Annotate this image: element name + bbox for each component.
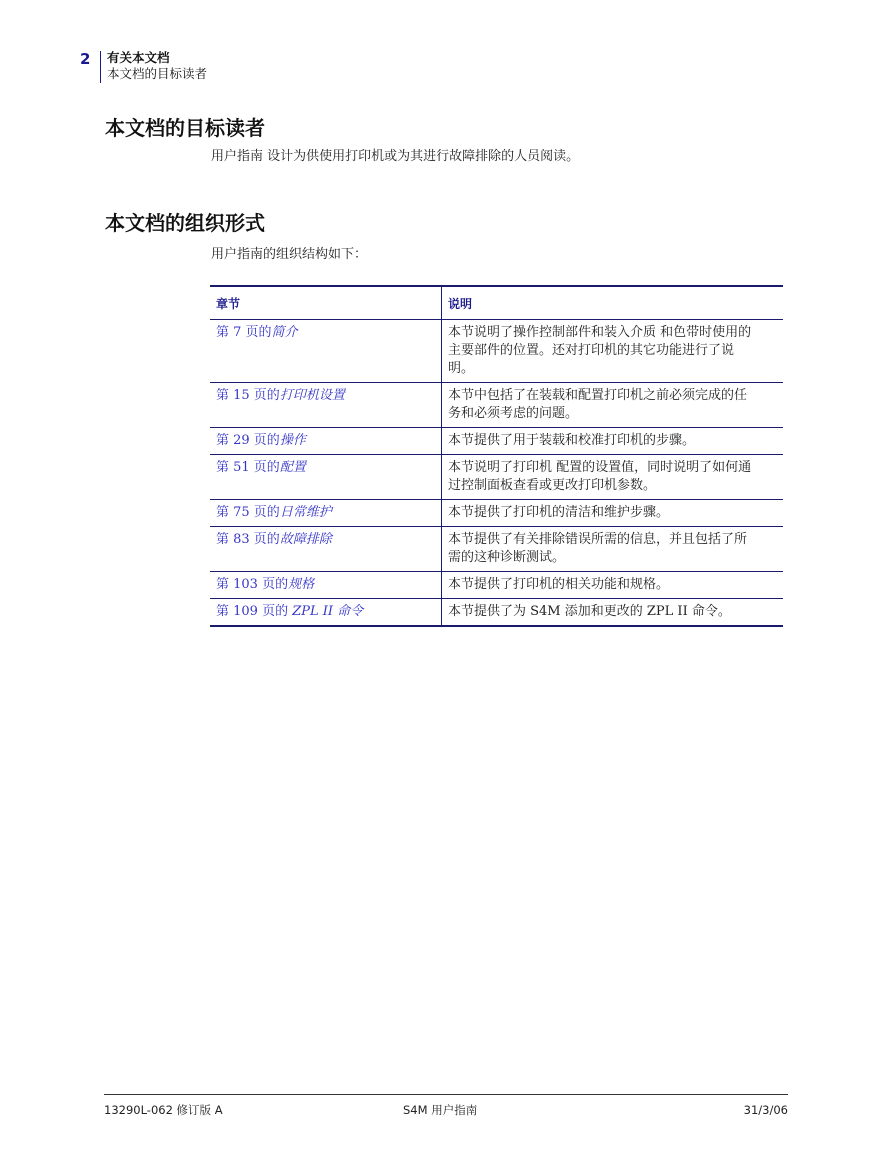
chapter-cell [210, 320, 442, 383]
chapter-link-printer-setup[interactable] [216, 388, 345, 403]
page-ref: 第 103 页的 [216, 577, 289, 592]
chapter-link-zpl-commands[interactable] [216, 604, 363, 619]
section-body-audience: 用户指南 设计为供使用打印机或为其进行故障排除的人员阅读。 [211, 149, 580, 164]
table-row [210, 320, 783, 383]
chapter-link-troubleshooting[interactable] [216, 532, 332, 547]
description-cell: 本节中包括了在装载和配置打印机之前必须完成的任务和必须考虑的问题。 [442, 383, 784, 428]
table-header-row [210, 286, 783, 320]
section-body-organization: 用户指南的组织结构如下： [211, 247, 368, 262]
chapter-link-operation[interactable] [216, 433, 306, 448]
description-cell: 本节说明了打印机 配置的设置值，同时说明了如何通过控制面板查看或更改打印机参数。 [442, 455, 784, 500]
chapter-cell [210, 383, 442, 428]
chapter-title: 规格 [288, 577, 315, 592]
table-row [210, 599, 783, 627]
description-cell: 本节提供了为 S4M 添加和更改的 ZPL II 命令。 [442, 599, 784, 627]
footer-doc-number: 13290L-062 修订版 A [104, 1103, 223, 1117]
description-cell: 本节说明了操作控制部件和装入介质 和色带时使用的主要部件的位置。还对打印机的其它功能进行了说明。 [448, 325, 752, 376]
footer-rule [104, 1094, 788, 1095]
table-row [210, 383, 783, 428]
section-heading-audience: 本文档的目标读者 [105, 116, 265, 140]
header-text [107, 50, 207, 82]
chapter-cell [210, 572, 442, 599]
page-ref: 第 51 页的 [216, 460, 280, 475]
table-row [210, 428, 783, 455]
page-ref: 第 29 页的 [216, 433, 280, 448]
description-cell: 本节提供了打印机的相关功能和规格。 [442, 572, 784, 599]
table-row [210, 572, 783, 599]
footer-manual-title: S4M 用户指南 [403, 1103, 478, 1117]
chapter-title: 简介 [271, 325, 298, 340]
chapter-title: ZPL II 命令 [292, 604, 364, 619]
table-row [210, 500, 783, 527]
chapter-cell [210, 455, 442, 500]
header-chapter-title: 有关本文档 [107, 50, 170, 65]
chapter-cell [210, 500, 442, 527]
description-cell: 本节提供了用于装载和校准打印机的步骤。 [442, 428, 784, 455]
page-ref: 第 83 页的 [216, 532, 280, 547]
description-cell: 本节提供了有关排除错误所需的信息，并且包括了所需的这种诊断测试。 [442, 527, 784, 572]
chapter-link-configuration[interactable] [216, 460, 306, 475]
page-ref: 第 75 页的 [216, 505, 280, 520]
section-heading-organization: 本文档的组织形式 [105, 211, 265, 235]
chapter-cell [210, 428, 442, 455]
header-section-title: 本文档的目标读者 [107, 66, 208, 81]
chapter-table [210, 285, 783, 627]
running-header [80, 50, 207, 83]
chapter-title: 打印机设置 [279, 388, 345, 403]
chapter-link-specifications[interactable] [216, 577, 314, 592]
header-divider [100, 51, 101, 83]
page-number: 2 [80, 50, 91, 68]
chapter-title: 故障排除 [279, 532, 332, 547]
chapter-title: 配置 [279, 460, 306, 475]
description-cell: 本节提供了打印机的清洁和维护步骤。 [442, 500, 784, 527]
column-header-description: 说明 [442, 286, 784, 320]
chapter-title: 操作 [279, 433, 306, 448]
page-ref: 第 109 页的 [216, 604, 289, 619]
chapter-cell [210, 599, 442, 627]
page-ref: 第 15 页的 [216, 388, 280, 403]
footer-date: 31/3/06 [743, 1103, 788, 1117]
table-row [210, 527, 783, 572]
chapter-link-introduction[interactable] [216, 325, 298, 340]
table-row [210, 455, 783, 500]
chapter-title: 日常维护 [279, 505, 332, 520]
chapter-cell [210, 527, 442, 572]
page-ref: 第 7 页的 [216, 325, 272, 340]
chapter-link-routine-maintenance[interactable] [216, 505, 332, 520]
column-header-chapter: 章节 [210, 286, 442, 320]
